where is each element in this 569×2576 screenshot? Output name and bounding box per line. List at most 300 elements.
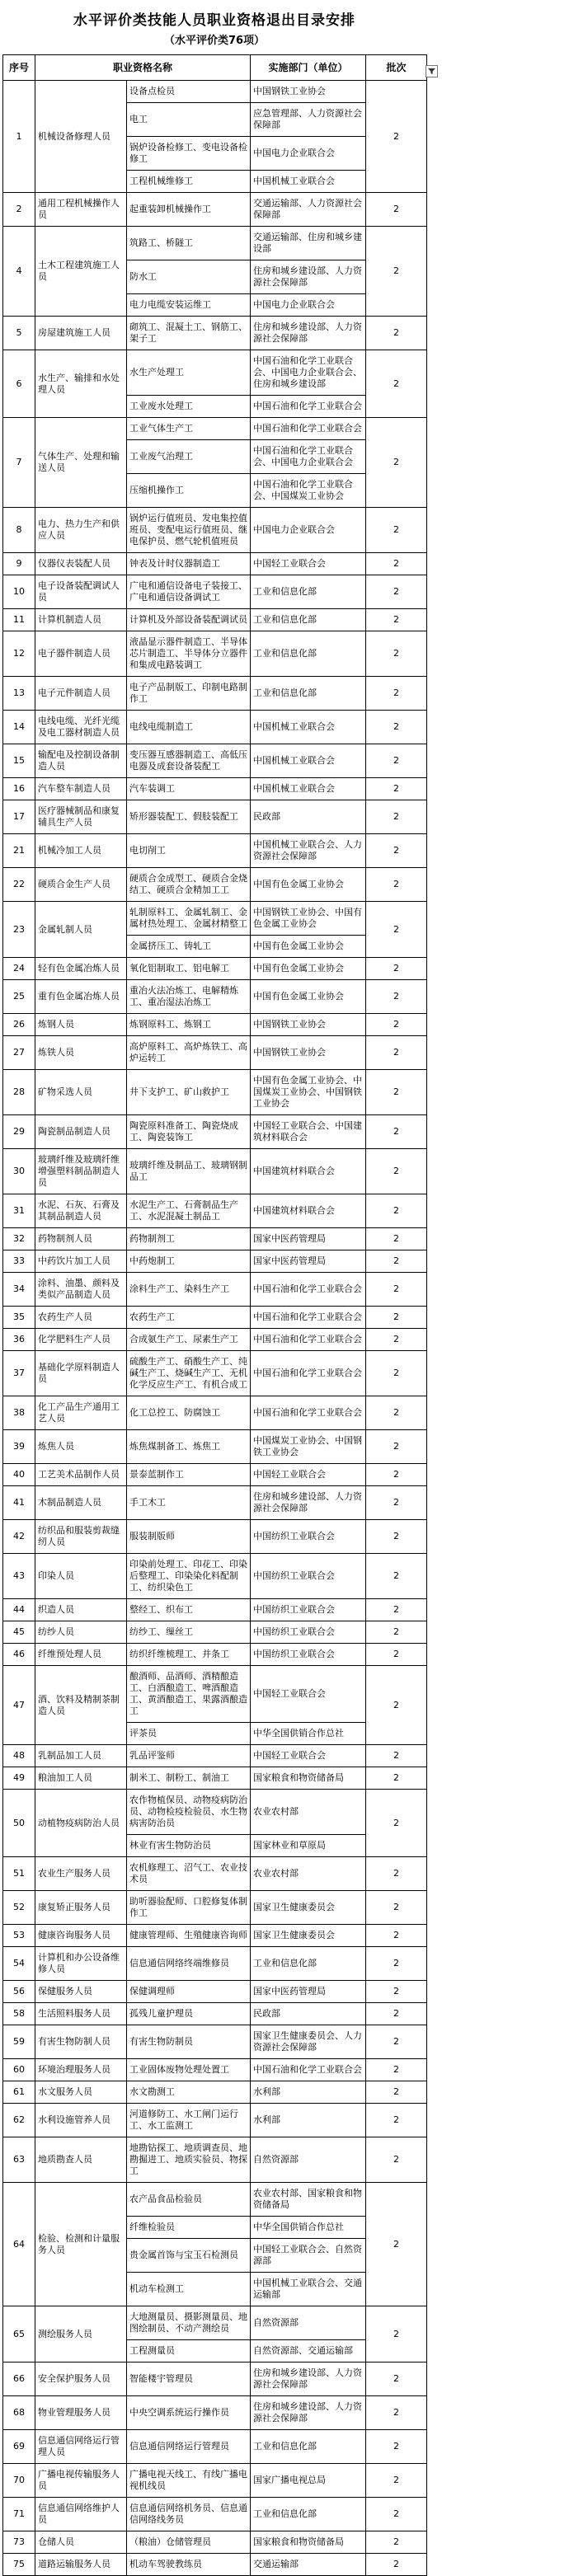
qualification-cell: 玻璃纤维及制品工、玻璃钢制品工 xyxy=(127,1149,251,1194)
index-cell: 41 xyxy=(3,1486,35,1520)
table-row xyxy=(3,2554,427,2576)
department-cell: 中国有色金属工业协会 xyxy=(251,868,366,902)
category-cell: 输配电及控制设备制造人员 xyxy=(35,744,127,778)
batch-cell: 2 xyxy=(366,317,427,350)
department-cell: 水利部 xyxy=(251,2081,366,2104)
table-row xyxy=(3,1666,427,1723)
qualification-cell: 中央空调系统运行操作员 xyxy=(127,2396,251,2430)
qualification-cell: 手工木工 xyxy=(127,1486,251,1520)
page-subtitle: （水平评价类76项） xyxy=(163,35,266,47)
qualification-cell: （粮油）仓储管理员 xyxy=(127,2531,251,2554)
category-cell: 电子设备装配调试人员 xyxy=(35,575,127,609)
qualification-cell: 水生产处理工 xyxy=(127,350,251,396)
index-cell: 68 xyxy=(3,2396,35,2430)
batch-cell: 2 xyxy=(366,1666,427,1745)
department-cell: 中国石油和化学工业联合会 xyxy=(251,418,366,440)
department-cell: 交通运输部 xyxy=(251,2554,366,2576)
department-cell: 中国石油和化学工业联合会、中国电力企业联合会 xyxy=(251,440,366,474)
category-cell: 水生产、输排和水处理人员 xyxy=(35,350,127,418)
col-header-department: 实施部门（单位） xyxy=(251,55,366,81)
table-row xyxy=(3,1194,427,1228)
table-row xyxy=(3,778,427,800)
qualification-cell: 林业有害生物防治员 xyxy=(127,1835,251,1857)
index-cell: 51 xyxy=(3,1857,35,1891)
batch-cell: 2 xyxy=(366,2081,427,2104)
batch-cell: 2 xyxy=(366,711,427,744)
index-cell: 38 xyxy=(3,1396,35,1430)
qualification-cell: 防水工 xyxy=(127,260,251,294)
qualification-cell: 陶瓷原料准备工、陶瓷烧成工、陶瓷装饰工 xyxy=(127,1115,251,1149)
index-cell: 58 xyxy=(3,2003,35,2025)
col-header-name: 职业资格名称 xyxy=(35,55,251,81)
table-row xyxy=(3,2396,427,2430)
qualification-cell: 纺纱工、缫丝工 xyxy=(127,1621,251,1644)
category-cell: 生活照料服务人员 xyxy=(35,2003,127,2025)
category-cell: 电子器件制造人员 xyxy=(35,631,127,677)
qualification-cell: 农产品食品检验员 xyxy=(127,2183,251,2217)
batch-cell: 2 xyxy=(366,227,427,317)
index-cell: 47 xyxy=(3,1666,35,1745)
index-cell: 8 xyxy=(3,508,35,553)
department-cell: 民政部 xyxy=(251,2003,366,2025)
qualification-cell: 保健调理师 xyxy=(127,1981,251,2003)
batch-cell: 2 xyxy=(366,418,427,508)
index-cell: 37 xyxy=(3,1351,35,1396)
department-cell: 中国电力企业联合会 xyxy=(251,508,366,553)
category-cell: 计算机和办公设备维修人员 xyxy=(35,1947,127,1981)
index-cell: 53 xyxy=(3,1925,35,1947)
batch-cell: 2 xyxy=(366,2531,427,2554)
department-cell: 中国纺织工业联合会 xyxy=(251,1554,366,1599)
table-row xyxy=(3,1307,427,1329)
department-cell: 农业农村部 xyxy=(251,1857,366,1891)
department-cell: 中国电力企业联合会 xyxy=(251,137,366,171)
index-cell: 50 xyxy=(3,1790,35,1857)
table-row xyxy=(3,1351,427,1396)
category-cell: 测绘服务人员 xyxy=(35,2306,127,2363)
table-row xyxy=(3,1329,427,1351)
qualification-cell: 广电和通信设备电子装接工、广电和通信设备调试工 xyxy=(127,575,251,609)
batch-cell: 2 xyxy=(366,2104,427,2137)
department-cell: 中国轻工业联合会 xyxy=(251,1745,366,1767)
department-cell: 交通运输部、人力资源社会保障部 xyxy=(251,193,366,227)
qualification-cell: 重冶火法冶炼工、电解精炼工、重冶湿法冶炼工 xyxy=(127,980,251,1014)
batch-cell: 2 xyxy=(366,958,427,980)
department-cell: 工业和信息化部 xyxy=(251,2498,366,2531)
department-cell: 国家卫生健康委员会 xyxy=(251,1925,366,1947)
qualification-cell: 纤维检验员 xyxy=(127,2217,251,2239)
batch-cell: 2 xyxy=(366,1857,427,1891)
batch-cell: 2 xyxy=(366,1745,427,1767)
batch-cell: 2 xyxy=(366,2137,427,2183)
qualification-cell: 制米工、制粉工、制油工 xyxy=(127,1767,251,1790)
batch-cell: 2 xyxy=(366,2306,427,2363)
qualification-cell: 电子产品制版工、印制电路制作工 xyxy=(127,677,251,711)
department-cell: 国家中医药管理局 xyxy=(251,1228,366,1250)
department-cell: 中国石油和化学工业联合会 xyxy=(251,1329,366,1351)
department-cell: 国家粮食和物资储备局 xyxy=(251,2531,366,2554)
batch-cell: 2 xyxy=(366,1250,427,1273)
qualification-cell: 服装制版师 xyxy=(127,1520,251,1554)
department-cell: 中国轻工业联合会 xyxy=(251,1464,366,1486)
index-cell: 7 xyxy=(3,418,35,508)
qualification-cell: 硬质合金成型工、硬质合金烧结工、硬质合金精加工工 xyxy=(127,868,251,902)
department-cell: 中国有色金属工业协会、中国煤炭工业协会、中国钢铁工业协会 xyxy=(251,1070,366,1115)
table-row xyxy=(3,711,427,744)
batch-cell: 2 xyxy=(366,778,427,800)
batch-cell: 2 xyxy=(366,1351,427,1396)
department-cell: 中国石油和化学工业联合会 xyxy=(251,1396,366,1430)
qualification-cell: 合成氨生产工、尿素生产工 xyxy=(127,1329,251,1351)
qualification-cell: 工业气体生产工 xyxy=(127,418,251,440)
table-row xyxy=(3,1599,427,1621)
index-cell: 25 xyxy=(3,980,35,1014)
index-cell: 60 xyxy=(3,2059,35,2081)
table-row xyxy=(3,2104,427,2137)
index-cell: 46 xyxy=(3,1644,35,1666)
category-cell: 健康咨询服务人员 xyxy=(35,1925,127,1947)
table-row xyxy=(3,1857,427,1891)
index-cell: 11 xyxy=(3,609,35,631)
department-cell: 中国有色金属工业协会 xyxy=(251,980,366,1014)
department-cell: 中国钢铁工业协会 xyxy=(251,1014,366,1036)
batch-cell: 2 xyxy=(366,1767,427,1790)
index-cell: 13 xyxy=(3,677,35,711)
index-cell: 43 xyxy=(3,1554,35,1599)
batch-cell: 2 xyxy=(366,2464,427,2498)
category-cell: 工艺美术品制作人员 xyxy=(35,1464,127,1486)
table-row xyxy=(3,1520,427,1554)
department-cell: 自然资源部、交通运输部 xyxy=(251,2340,366,2363)
category-cell: 轻有色金属冶炼人员 xyxy=(35,958,127,980)
category-cell: 乳制品加工人员 xyxy=(35,1745,127,1767)
index-cell: 16 xyxy=(3,778,35,800)
qualification-cell: 氧化铝制取工、铝电解工 xyxy=(127,958,251,980)
category-cell: 房屋建筑施工人员 xyxy=(35,317,127,350)
department-cell: 中国石油和化学工业联合会 xyxy=(251,1273,366,1307)
batch-cell: 2 xyxy=(366,2430,427,2464)
qualification-cell: 电切削工 xyxy=(127,834,251,868)
index-cell: 39 xyxy=(3,1430,35,1464)
department-cell: 中国纺织工业联合会 xyxy=(251,1520,366,1554)
table-row xyxy=(3,81,427,103)
qualification-cell: 液晶显示器件制造工、半导体芯片制造工、半导体分立器件和集成电路装调工 xyxy=(127,631,251,677)
index-cell: 61 xyxy=(3,2081,35,2104)
qualification-cell: 工业废气治理工 xyxy=(127,440,251,474)
department-cell: 国家林业和草原局 xyxy=(251,1835,366,1857)
category-cell: 电线电缆、光纤光缆及电工器材制造人员 xyxy=(35,711,127,744)
department-cell: 农业农村部、国家粮食和物资储备局 xyxy=(251,2183,366,2217)
table-row xyxy=(3,575,427,609)
batch-cell: 2 xyxy=(366,1621,427,1644)
table-row xyxy=(3,958,427,980)
batch-cell: 2 xyxy=(366,350,427,418)
batch-cell: 2 xyxy=(366,609,427,631)
department-cell: 中国建筑材料联合会 xyxy=(251,1194,366,1228)
qualification-cell: 健康管理师、生殖健康咨询师 xyxy=(127,1925,251,1947)
batch-cell: 2 xyxy=(366,2059,427,2081)
batch-cell: 2 xyxy=(366,1014,427,1036)
batch-cell: 2 xyxy=(366,1430,427,1464)
category-cell: 农药生产人员 xyxy=(35,1307,127,1329)
col-header-batch-label: 批次 xyxy=(386,62,407,73)
department-cell: 工业和信息化部 xyxy=(251,575,366,609)
table-row xyxy=(3,1891,427,1925)
department-cell: 交通运输部、住房和城乡建设部 xyxy=(251,227,366,260)
index-cell: 21 xyxy=(3,834,35,868)
table-row xyxy=(3,227,427,260)
qualification-cell: 锅炉设备检修工、变电设备检修工 xyxy=(127,137,251,171)
department-cell: 应急管理部、人力资源社会保障部 xyxy=(251,103,366,137)
index-cell: 17 xyxy=(3,800,35,834)
qualification-cell: 压缩机操作工 xyxy=(127,474,251,508)
index-cell: 73 xyxy=(3,2531,35,2554)
qualification-cell: 地勘钻探工、地质调查员、地勘掘进工、地质实验员、物探工 xyxy=(127,2137,251,2183)
department-cell: 中国石油和化学工业联合会 xyxy=(251,1307,366,1329)
table-row xyxy=(3,744,427,778)
category-cell: 织造人员 xyxy=(35,1599,127,1621)
department-cell: 中国钢铁工业协会 xyxy=(251,1036,366,1070)
department-cell: 住房和城乡建设部、人力资源社会保障部 xyxy=(251,260,366,294)
table-row xyxy=(3,834,427,868)
department-cell: 中国石油和化学工业联合会、中国电力企业联合会、住房和城乡建设部 xyxy=(251,350,366,396)
category-cell: 玻璃纤维及玻璃纤维增强塑料制品制造人员 xyxy=(35,1149,127,1194)
category-cell: 康复矫正服务人员 xyxy=(35,1891,127,1925)
department-cell: 中华全国供销合作总社 xyxy=(251,1723,366,1745)
category-cell: 仪器仪表装配人员 xyxy=(35,553,127,575)
category-cell: 炼钢人员 xyxy=(35,1014,127,1036)
qualification-cell: 评茶员 xyxy=(127,1723,251,1745)
category-cell: 农业生产服务人员 xyxy=(35,1857,127,1891)
category-cell: 动植物疫病防治人员 xyxy=(35,1790,127,1857)
index-cell: 35 xyxy=(3,1307,35,1329)
qualification-cell: 信息通信网络终端维修员 xyxy=(127,1947,251,1981)
table-row xyxy=(3,2531,427,2554)
batch-cell: 2 xyxy=(366,1273,427,1307)
qualification-cell: 广播电视天线工、有线广播电视机线员 xyxy=(127,2464,251,2498)
index-cell: 52 xyxy=(3,1891,35,1925)
department-cell: 国家卫生健康委员会、人力资源社会保障部 xyxy=(251,2025,366,2059)
batch-cell: 2 xyxy=(366,1070,427,1115)
index-cell: 23 xyxy=(3,902,35,958)
category-cell: 电力、热力生产和供应人员 xyxy=(35,508,127,553)
batch-cell: 2 xyxy=(366,1228,427,1250)
index-cell: 5 xyxy=(3,317,35,350)
table-row xyxy=(3,868,427,902)
batch-cell: 2 xyxy=(366,1554,427,1599)
index-cell: 31 xyxy=(3,1194,35,1228)
index-cell: 24 xyxy=(3,958,35,980)
batch-cell: 2 xyxy=(366,1891,427,1925)
table-row xyxy=(3,2306,427,2340)
department-cell: 中华全国供销合作总社 xyxy=(251,2217,366,2239)
index-cell: 29 xyxy=(3,1115,35,1149)
department-cell: 国家广播电视总局 xyxy=(251,2464,366,2498)
index-cell: 2 xyxy=(3,193,35,227)
batch-cell: 2 xyxy=(366,81,427,193)
batch-cell: 2 xyxy=(366,1925,427,1947)
qualification-cell: 机动车检测工 xyxy=(127,2273,251,2306)
index-cell: 59 xyxy=(3,2025,35,2059)
qualification-cell: 电线电缆制造工 xyxy=(127,711,251,744)
index-cell: 62 xyxy=(3,2104,35,2137)
category-cell: 信息通信网络维护人员 xyxy=(35,2498,127,2531)
department-cell: 中国机械工业联合会、人力资源社会保障部 xyxy=(251,834,366,868)
department-cell: 自然资源部 xyxy=(251,2137,366,2183)
category-cell: 安全保护服务人员 xyxy=(35,2363,127,2396)
department-cell: 住房和城乡建设部、人力资源社会保障部 xyxy=(251,317,366,350)
category-cell: 计算机制造人员 xyxy=(35,609,127,631)
index-cell: 6 xyxy=(3,350,35,418)
category-cell: 检验、检测和计量服务人员 xyxy=(35,2183,127,2306)
department-cell: 中国煤炭工业协会、中国钢铁工业协会 xyxy=(251,1430,366,1464)
autofilter-funnel-icon[interactable] xyxy=(426,65,438,77)
table-row xyxy=(3,1464,427,1486)
qualification-cell: 工程机械维修工 xyxy=(127,171,251,193)
qualification-cell: 设备点检员 xyxy=(127,81,251,103)
table-row xyxy=(3,1790,427,1835)
index-cell: 56 xyxy=(3,1981,35,2003)
batch-cell: 2 xyxy=(366,1149,427,1194)
category-cell: 陶瓷制品制造人员 xyxy=(35,1115,127,1149)
department-cell: 中国有色金属工业协会 xyxy=(251,958,366,980)
department-cell: 国家中医药管理局 xyxy=(251,1981,366,2003)
category-cell: 涂料、油墨、颜料及类似产品制造人员 xyxy=(35,1273,127,1307)
table-row xyxy=(3,1273,427,1307)
batch-cell: 2 xyxy=(366,575,427,609)
category-cell: 化工产品生产通用工艺人员 xyxy=(35,1396,127,1430)
index-cell: 33 xyxy=(3,1250,35,1273)
qualification-cell: 大地测量员、摄影测量员、地图绘制员、不动产测绘员 xyxy=(127,2306,251,2340)
department-cell: 中国轻工业联合会 xyxy=(251,1666,366,1723)
qualification-cell: 信息通信网络运行管理员 xyxy=(127,2430,251,2464)
index-cell: 64 xyxy=(3,2183,35,2306)
department-cell: 中国有色金属工业协会 xyxy=(251,936,366,958)
index-cell: 32 xyxy=(3,1228,35,1250)
index-cell: 26 xyxy=(3,1014,35,1036)
qualification-cell: 酿酒师、品酒师、酒精酿造工、白酒酿造工、啤酒酿造工、黄酒酿造工、果露酒酿造工 xyxy=(127,1666,251,1723)
category-cell: 酒、饮料及精制茶制造人员 xyxy=(35,1666,127,1745)
category-cell: 信息通信网络运行管理人员 xyxy=(35,2430,127,2464)
batch-cell: 2 xyxy=(366,1036,427,1070)
batch-cell: 2 xyxy=(366,2498,427,2531)
category-cell: 化学肥料生产人员 xyxy=(35,1329,127,1351)
batch-cell: 2 xyxy=(366,2363,427,2396)
category-cell: 粮油加工人员 xyxy=(35,1767,127,1790)
index-cell: 48 xyxy=(3,1745,35,1767)
batch-cell: 2 xyxy=(366,2554,427,2576)
page-title: 水平评价类技能人员职业资格退出目录安排 xyxy=(73,12,355,29)
index-cell: 63 xyxy=(3,2137,35,2183)
qualification-cell: 印染前处理工、印花工、印染后整理工、印染染化料配制工、纺织染色工 xyxy=(127,1554,251,1599)
category-cell: 重有色金属冶炼人员 xyxy=(35,980,127,1014)
category-cell: 纺织品和服装剪裁缝纫人员 xyxy=(35,1520,127,1554)
qualification-cell: 整经工、织布工 xyxy=(127,1599,251,1621)
category-cell: 矿物采选人员 xyxy=(35,1070,127,1115)
category-cell: 药物制剂人员 xyxy=(35,1228,127,1250)
table-row xyxy=(3,631,427,677)
department-cell: 中国石油和化学工业联合会、中国煤炭工业协会 xyxy=(251,474,366,508)
department-cell: 工业和信息化部 xyxy=(251,631,366,677)
batch-cell: 2 xyxy=(366,1599,427,1621)
table-row xyxy=(3,1396,427,1430)
batch-cell: 2 xyxy=(366,1396,427,1430)
table-row xyxy=(3,1981,427,2003)
batch-cell: 2 xyxy=(366,2003,427,2025)
category-cell: 中药饮片加工人员 xyxy=(35,1250,127,1273)
index-cell: 12 xyxy=(3,631,35,677)
department-cell: 中国石油和化学工业联合会 xyxy=(251,396,366,418)
department-cell: 工业和信息化部 xyxy=(251,677,366,711)
qualification-cell: 工业废水处理工 xyxy=(127,396,251,418)
qualification-exit-table xyxy=(2,54,427,2576)
batch-cell: 2 xyxy=(366,508,427,553)
batch-cell: 2 xyxy=(366,631,427,677)
batch-cell: 2 xyxy=(366,1644,427,1666)
table-row xyxy=(3,2183,427,2217)
table-row xyxy=(3,1014,427,1036)
index-cell: 42 xyxy=(3,1520,35,1554)
department-cell: 中国石油和化学工业联合会 xyxy=(251,2059,366,2081)
qualification-cell: 轧制原料工、金属轧制工、金属材热处理工、金属材精整工 xyxy=(127,902,251,936)
qualification-cell: 贵金属首饰与宝玉石检测员 xyxy=(127,2239,251,2273)
qualification-cell: 农药生产工 xyxy=(127,1307,251,1329)
index-cell: 70 xyxy=(3,2464,35,2498)
table-row xyxy=(3,1767,427,1790)
batch-cell: 2 xyxy=(366,1520,427,1554)
batch-cell: 2 xyxy=(366,868,427,902)
qualification-cell: 纺织纤维梳理工、并条工 xyxy=(127,1644,251,1666)
qualification-cell: 有害生物防制员 xyxy=(127,2025,251,2059)
batch-cell: 2 xyxy=(366,980,427,1014)
qualification-cell: 锅炉运行值班员、发电集控值班员、变配电运行值班员、继电保护员、燃气轮机值班员 xyxy=(127,508,251,553)
batch-cell: 2 xyxy=(366,2025,427,2059)
index-cell: 15 xyxy=(3,744,35,778)
qualification-cell: 药物制剂工 xyxy=(127,1228,251,1250)
qualification-cell: 计算机及外部设备装配调试员 xyxy=(127,609,251,631)
table-row xyxy=(3,2081,427,2104)
category-cell: 物业管理服务人员 xyxy=(35,2396,127,2430)
batch-cell: 2 xyxy=(366,2396,427,2430)
index-cell: 40 xyxy=(3,1464,35,1486)
batch-cell: 2 xyxy=(366,677,427,711)
department-cell: 中国轻工业联合会、自然资源部 xyxy=(251,2239,366,2273)
qualification-cell: 乳品评鉴师 xyxy=(127,1745,251,1767)
category-cell: 通用工程机械操作人员 xyxy=(35,193,127,227)
header-row xyxy=(3,55,427,81)
department-cell: 中国机械工业联合会 xyxy=(251,711,366,744)
batch-cell: 2 xyxy=(366,1329,427,1351)
index-cell: 69 xyxy=(3,2430,35,2464)
category-cell: 汽车整车制造人员 xyxy=(35,778,127,800)
table-row xyxy=(3,553,427,575)
qualification-cell: 变压器互感器制造工、高低压电器及成套设备装配工 xyxy=(127,744,251,778)
index-cell: 27 xyxy=(3,1036,35,1070)
department-cell: 中国机械工业联合会 xyxy=(251,744,366,778)
qualification-cell: 水泥生产工、石膏制品生产工、水泥混凝土制品工 xyxy=(127,1194,251,1228)
department-cell: 中国钢铁工业协会、中国有色金属工业协会 xyxy=(251,902,366,936)
qualification-cell: 智能楼宇管理员 xyxy=(127,2363,251,2396)
qualification-cell: 高炉原料工、高炉炼铁工、高炉运转工 xyxy=(127,1036,251,1070)
qualification-cell: 景泰蓝制作工 xyxy=(127,1464,251,1486)
qualification-cell: 汽车装调工 xyxy=(127,778,251,800)
table-row xyxy=(3,1036,427,1070)
index-cell: 49 xyxy=(3,1767,35,1790)
index-cell: 75 xyxy=(3,2554,35,2576)
batch-cell: 2 xyxy=(366,1307,427,1329)
department-cell: 中国轻工业联合会、中国建筑材料联合会 xyxy=(251,1115,366,1149)
table-row xyxy=(3,609,427,631)
